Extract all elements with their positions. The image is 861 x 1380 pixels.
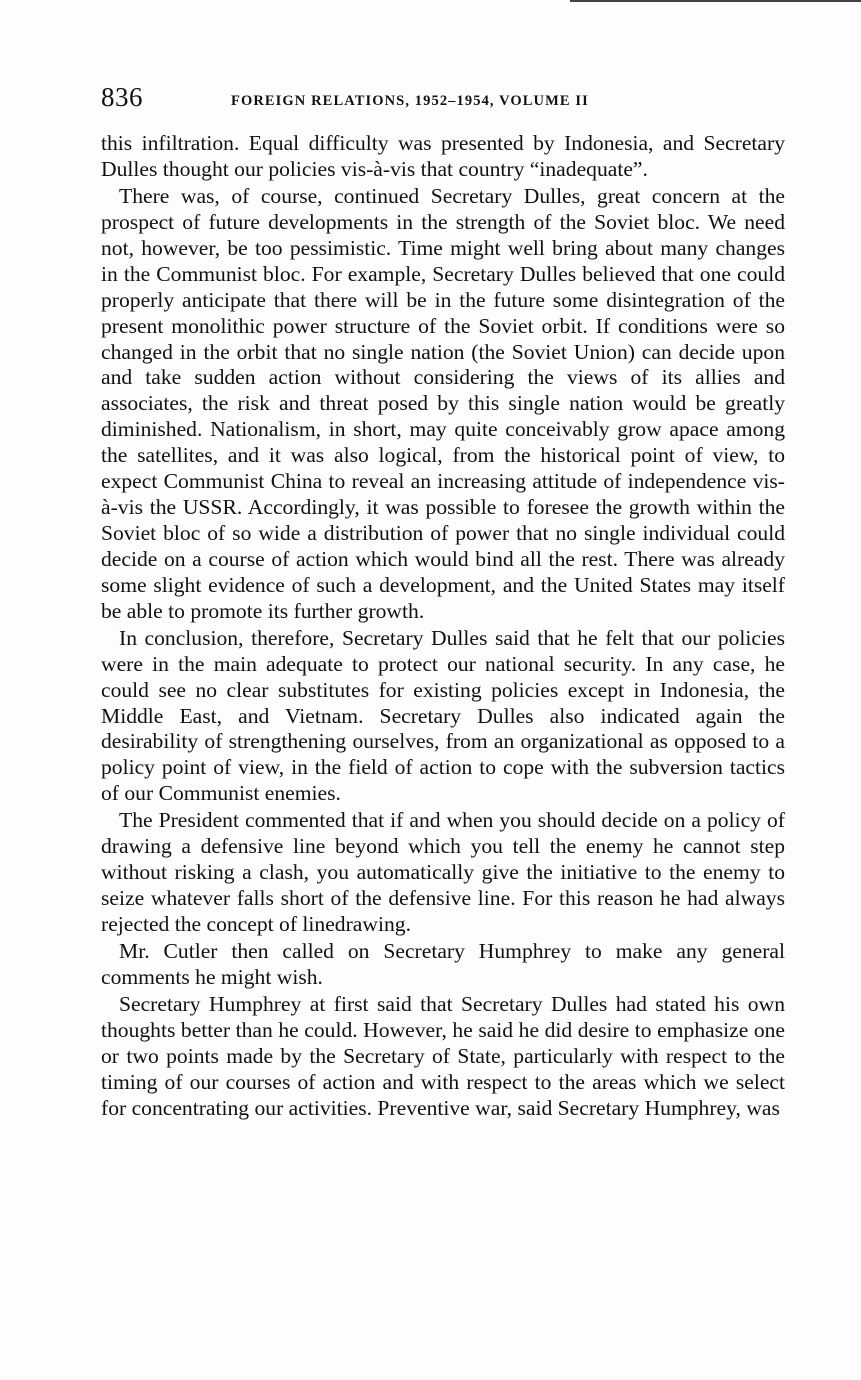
page-number: 836 — [101, 82, 143, 112]
body-text — [101, 131, 785, 1123]
paragraph-soviet-bloc: There was, of course, continued Secretary Dulles, great concern at the prospect of future developments in the strength of the Soviet bloc. We need not, however, be too pessimistic. Time might well bring about many changes in the Communist bloc. For example, Secretary Dulles believed that one could properly anticipate that there will be in the future some disintegration of the present monolithic power structure of the Soviet orbit. If conditions were so changed in the orbit that no single nation (the Soviet Union) can decide upon and take sudden action without considering the views of its allies and associates, the risk and threat posed by this single nation would be greatly diminished. Nationalism, in short, may quite conceivably grow apace among the satellites, and it was also logical, from the historical point of view, to expect Communist China to reveal an increasing attitude of independence vis-à-vis the USSR. Accordingly, it was possible to foresee the growth within the Soviet bloc of so wide a distribution of power that no single individual could decide on a course of action which would bind all the rest. There was already some slight evidence of such a development, and the United States may itself be able to promote its further growth. — [101, 184, 785, 623]
paragraph-cutler: Mr. Cutler then called on Secretary Humphrey to make any general comments he might wish. — [101, 939, 785, 990]
page-header — [101, 82, 791, 118]
running-head: FOREIGN RELATIONS, 1952–1954, VOLUME II — [231, 93, 589, 109]
paragraph-conclusion: In conclusion, therefore, Secretary Dulles said that he felt that our policies were in the main adequate to protect our national security. In any case, he could see no clear substitutes for existing policies except in Indonesia, the Middle East, and Vietnam. Secretary Dulles also indicated again the desirability of strengthening ourselves, from an organizational as opposed to a policy point of view, in the field of action to cope with the subversion tactics of our Communist enemies. — [101, 625, 785, 806]
paragraph-humphrey: Secretary Humphrey at first said that Secretary Dulles had stated his own thoughts better than he could. However, he said he did desire to emphasize one or two points made by the Secretary of State, particularly with respect to the timing of our courses of action and with respect to the areas which we select for concentrating our activities. Preventive war, said Secretary Humphrey, was — [101, 992, 785, 1121]
top-edge-rule — [570, 0, 861, 2]
paragraph-continuation: this infiltration. Equal difficulty was presented by Indonesia, and Secretary Dulles thought our policies vis-à-vis that country “inadequate”. — [101, 131, 785, 181]
paragraph-president-comment: The President commented that if and when you should decide on a policy of drawing a defensive line beyond which you tell the enemy he cannot step without risking a clash, you automatically give the initiative to the enemy to seize whatever falls short of the defensive line. For this reason he had always rejected the concept of linedrawing. — [101, 808, 785, 937]
